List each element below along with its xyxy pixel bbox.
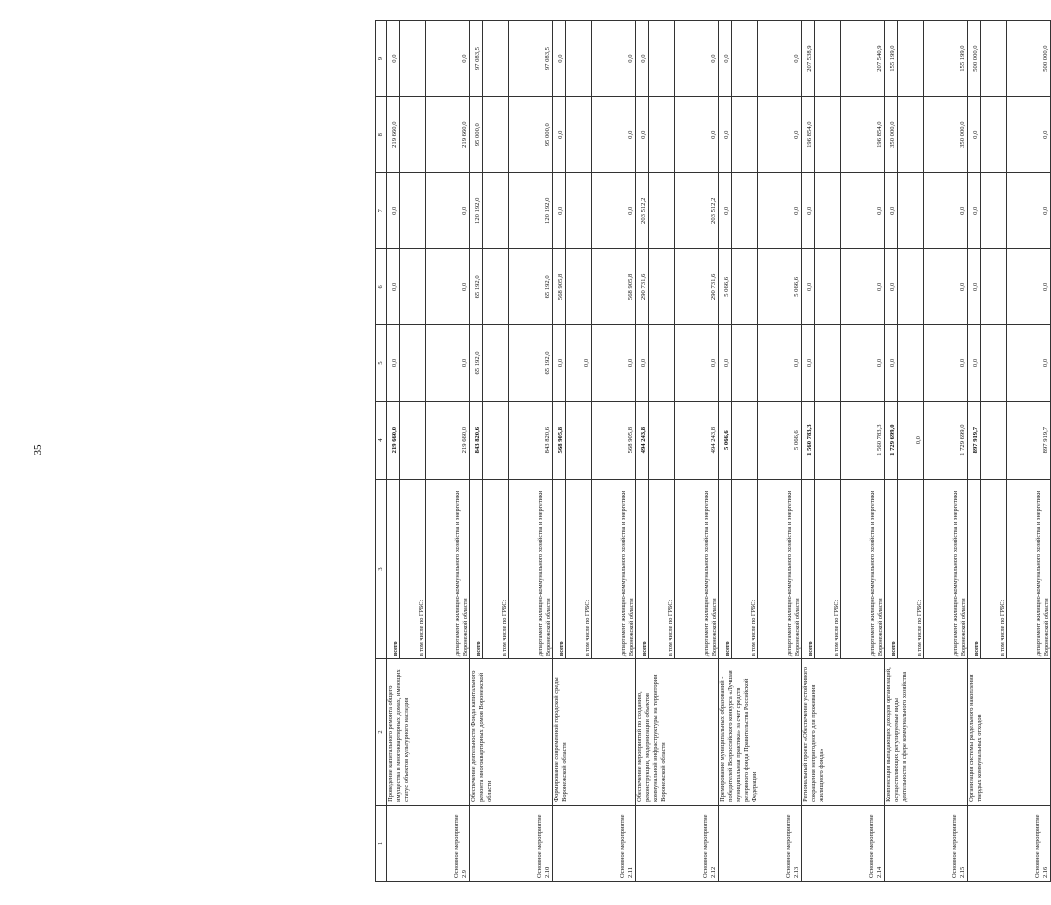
value-cell: 0,0 [592, 325, 636, 401]
funding-source: всего [968, 479, 981, 658]
value-cell: 568 905,8 [592, 401, 636, 479]
table-body [376, 21, 1051, 882]
value-cell: 120 192,0 [470, 173, 483, 249]
funding-source: всего [802, 479, 815, 658]
value-cell: 0,0 [758, 173, 802, 249]
value-cell: 0,0 [553, 325, 566, 401]
funding-source: департамент жилищно-коммунального хозяйства и энергетики Воронежской области [509, 479, 553, 658]
value-cell [649, 325, 675, 401]
value-cell: 65 192,0 [470, 325, 483, 401]
value-cell: 0,0 [1007, 97, 1051, 173]
value-cell: 897 919,7 [968, 401, 981, 479]
table-row [802, 21, 815, 882]
funding-source: всего [719, 479, 732, 658]
value-cell: 0,0 [675, 21, 719, 97]
value-cell [981, 173, 1007, 249]
value-cell: 5 066,6 [758, 249, 802, 325]
value-cell [898, 173, 924, 249]
value-cell: 0,0 [758, 325, 802, 401]
table-row [553, 21, 566, 882]
value-cell [815, 21, 841, 97]
value-cell: 494 243,8 [636, 401, 649, 479]
value-cell [483, 97, 509, 173]
value-cell [732, 249, 758, 325]
value-cell: 0,0 [387, 325, 400, 401]
funding-source: департамент жилищно-коммунального хозяйства и энергетики Воронежской области [924, 479, 968, 658]
measure-name: Организация системы раздельного накопления твердых коммунальных отходов [968, 659, 1051, 806]
value-cell: 0,0 [592, 97, 636, 173]
value-cell: 0,0 [802, 325, 815, 401]
value-cell: 0,0 [719, 97, 732, 173]
value-cell [732, 325, 758, 401]
table-row [885, 21, 898, 882]
value-cell: 568 905,8 [553, 249, 566, 325]
value-cell: 0,0 [675, 325, 719, 401]
value-cell: 0,0 [968, 97, 981, 173]
value-cell [649, 249, 675, 325]
value-cell: 219 660,0 [426, 401, 470, 479]
value-cell: 0,0 [636, 325, 649, 401]
value-cell [483, 173, 509, 249]
value-cell: 897 919,7 [1007, 401, 1051, 479]
value-cell [981, 401, 1007, 479]
value-cell [566, 401, 592, 479]
header-cell: 4 [376, 401, 387, 479]
value-cell: 0,0 [387, 249, 400, 325]
value-cell [981, 97, 1007, 173]
value-cell [649, 173, 675, 249]
value-cell [566, 97, 592, 173]
value-cell: 0,0 [885, 325, 898, 401]
header-cell: 6 [376, 249, 387, 325]
value-cell: 0,0 [924, 249, 968, 325]
value-cell [566, 21, 592, 97]
header-cell: 1 [376, 805, 387, 881]
funding-source: всего [885, 479, 898, 658]
value-cell: 0,0 [898, 401, 924, 479]
value-cell [815, 249, 841, 325]
measure-name: Обеспечение деятельности Фонда капитального ремонта многоквартирных домов Воронежской области [470, 659, 553, 806]
measure-name: Обеспечение мероприятий по созданию, реконструкции, модернизации объектов коммунальной инфраструктуры на территории Воронежской области [636, 659, 719, 806]
measure-type: Основное мероприятие 2.14 [802, 805, 885, 881]
value-cell: 0,0 [968, 325, 981, 401]
value-cell [898, 21, 924, 97]
table-row [719, 21, 732, 882]
value-cell: 5 066,6 [719, 249, 732, 325]
measure-type: Основное мероприятие 2.13 [719, 805, 802, 881]
header-cell: 7 [376, 173, 387, 249]
value-cell: 843 820,6 [470, 401, 483, 479]
value-cell: 219 660,0 [387, 97, 400, 173]
funding-source: в том числе по ГРБС: [898, 479, 924, 658]
funding-source: в том числе по ГРБС: [981, 479, 1007, 658]
value-cell: 0,0 [426, 21, 470, 97]
value-cell: 0,0 [968, 249, 981, 325]
funding-source: департамент жилищно-коммунального хозяйства и энергетики Воронежской области [426, 479, 470, 658]
value-cell [483, 325, 509, 401]
value-cell [732, 401, 758, 479]
value-cell: 1 729 699,0 [924, 401, 968, 479]
value-cell [981, 325, 1007, 401]
value-cell: 0,0 [841, 173, 885, 249]
value-cell [400, 97, 426, 173]
measure-type: Основное мероприятие 2.9 [387, 805, 470, 881]
rotated-table-container [375, 20, 1050, 882]
measure-type: Основное мероприятие 2.15 [885, 805, 968, 881]
value-cell: 0,0 [719, 325, 732, 401]
value-cell: 0,0 [802, 249, 815, 325]
value-cell [898, 97, 924, 173]
value-cell: 0,0 [387, 173, 400, 249]
value-cell: 97 083,5 [509, 21, 553, 97]
value-cell: 207 538,9 [802, 21, 815, 97]
value-cell: 95 000,0 [470, 97, 483, 173]
value-cell: 219 660,0 [387, 401, 400, 479]
value-cell [649, 401, 675, 479]
value-cell [566, 173, 592, 249]
value-cell [400, 21, 426, 97]
funding-source: в том числе по ГРБС: [649, 479, 675, 658]
value-cell: 350 000,0 [924, 97, 968, 173]
header-cell: 5 [376, 325, 387, 401]
value-cell [815, 401, 841, 479]
value-cell [483, 401, 509, 479]
measure-name: Проведение капитального ремонта общего имущества в многоквартирных домах, имеющих статус объектов культурного наследия [387, 659, 470, 806]
funding-source: всего [636, 479, 649, 658]
funding-source: в том числе по ГРБС: [566, 479, 592, 658]
value-cell: 1 560 783,3 [802, 401, 815, 479]
funding-source: всего [553, 479, 566, 658]
funding-source: департамент жилищно-коммунального хозяйства и энергетики Воронежской области [592, 479, 636, 658]
value-cell: 0,0 [924, 325, 968, 401]
value-cell: 0,0 [719, 173, 732, 249]
funding-source: департамент жилищно-коммунального хозяйства и энергетики Воронежской области [758, 479, 802, 658]
value-cell: 568 905,8 [553, 401, 566, 479]
table-row [470, 21, 483, 882]
budget-table [375, 20, 1051, 882]
header-cell: 8 [376, 97, 387, 173]
value-cell: 196 854,0 [841, 97, 885, 173]
value-cell: 0,0 [592, 173, 636, 249]
value-cell: 0,0 [675, 97, 719, 173]
value-cell [815, 97, 841, 173]
value-cell: 65 192,0 [470, 249, 483, 325]
page-number: 35 [32, 444, 44, 456]
value-cell: 120 192,0 [509, 173, 553, 249]
value-cell: 97 083,5 [470, 21, 483, 97]
funding-source: в том числе по ГРБС: [483, 479, 509, 658]
header-cell: 9 [376, 21, 387, 97]
funding-source: всего [387, 479, 400, 658]
value-cell: 0,0 [885, 249, 898, 325]
value-cell: 0,0 [553, 97, 566, 173]
measure-type: Основное мероприятие 2.11 [553, 805, 636, 881]
value-cell: 0,0 [841, 325, 885, 401]
funding-source: всего [470, 479, 483, 658]
value-cell: 0,0 [802, 173, 815, 249]
funding-source: в том числе по ГРБС: [732, 479, 758, 658]
value-cell: 494 243,8 [675, 401, 719, 479]
header-cell: 2 [376, 659, 387, 806]
header-row [376, 21, 387, 882]
value-cell [732, 173, 758, 249]
value-cell [732, 21, 758, 97]
value-cell: 196 854,0 [802, 97, 815, 173]
value-cell: 290 731,6 [636, 249, 649, 325]
value-cell: 350 000,0 [885, 97, 898, 173]
value-cell: 0,0 [885, 173, 898, 249]
value-cell: 0,0 [553, 173, 566, 249]
value-cell: 0,0 [387, 21, 400, 97]
value-cell: 0,0 [1007, 249, 1051, 325]
value-cell [815, 173, 841, 249]
value-cell [483, 21, 509, 97]
measure-name: Региональный проект «Обеспечение устойчивого сокращения непригодного для проживания жилищного фонда» [802, 659, 885, 806]
value-cell: 0,0 [426, 249, 470, 325]
value-cell [483, 249, 509, 325]
value-cell: 155 199,0 [924, 21, 968, 97]
funding-source: в том числе по ГРБС: [815, 479, 841, 658]
value-cell: 65 192,0 [509, 325, 553, 401]
value-cell: 0,0 [636, 21, 649, 97]
value-cell: 1 560 783,3 [841, 401, 885, 479]
value-cell [400, 325, 426, 401]
value-cell: 5 066,6 [758, 401, 802, 479]
value-cell: 0,0 [426, 325, 470, 401]
table-row [636, 21, 649, 882]
value-cell: 207 540,9 [841, 21, 885, 97]
value-cell: 0,0 [553, 21, 566, 97]
value-cell [815, 325, 841, 401]
value-cell [898, 249, 924, 325]
value-cell: 0,0 [758, 21, 802, 97]
measure-type: Основное мероприятие 2.12 [636, 805, 719, 881]
value-cell: 0,0 [924, 173, 968, 249]
value-cell: 203 512,2 [675, 173, 719, 249]
table-row [387, 21, 400, 882]
value-cell: 155 199,0 [885, 21, 898, 97]
value-cell: 0,0 [968, 173, 981, 249]
value-cell: 0,0 [1007, 173, 1051, 249]
value-cell: 843 820,6 [509, 401, 553, 479]
value-cell [732, 97, 758, 173]
value-cell [981, 21, 1007, 97]
value-cell: 0,0 [592, 21, 636, 97]
value-cell [400, 249, 426, 325]
value-cell: 5 066,6 [719, 401, 732, 479]
header-cell: 3 [376, 479, 387, 658]
value-cell: 568 905,8 [592, 249, 636, 325]
value-cell: 0,0 [758, 97, 802, 173]
value-cell [898, 325, 924, 401]
measure-type: Основное мероприятие 2.10 [470, 805, 553, 881]
funding-source: департамент жилищно-коммунального хозяйства и энергетики Воронежской области [1007, 479, 1051, 658]
funding-source: департамент жилищно-коммунального хозяйства и энергетики Воронежской области [841, 479, 885, 658]
funding-source: в том числе по ГРБС: [400, 479, 426, 658]
value-cell [400, 173, 426, 249]
value-cell: 203 512,2 [636, 173, 649, 249]
value-cell: 219 660,0 [426, 97, 470, 173]
funding-source: департамент жилищно-коммунального хозяйства и энергетики Воронежской области [675, 479, 719, 658]
value-cell: 0,0 [1007, 325, 1051, 401]
value-cell: 1 729 699,0 [885, 401, 898, 479]
value-cell: 500 000,0 [1007, 21, 1051, 97]
value-cell: 500 000,0 [968, 21, 981, 97]
measure-name: Компенсация выпадающих доходов организаций, осуществляющих регулируемые виды деятельности в сфере коммунального хозяйства [885, 659, 968, 806]
value-cell [566, 249, 592, 325]
value-cell [649, 97, 675, 173]
table-row [968, 21, 981, 882]
value-cell: 0,0 [636, 97, 649, 173]
measure-name: Формирование современной городской среды Воронежской области [553, 659, 636, 806]
value-cell: 95 000,0 [509, 97, 553, 173]
value-cell: 290 731,6 [675, 249, 719, 325]
value-cell: 65 192,0 [509, 249, 553, 325]
measure-name: Премирование муниципальных образований - победителей Всероссийского конкурса «Лучшая муниципальная практика» за счет средств резервного фонда Правительства Российской Федерации [719, 659, 802, 806]
measure-type: Основное мероприятие 2.16 [968, 805, 1051, 881]
value-cell [649, 21, 675, 97]
value-cell [981, 249, 1007, 325]
value-cell: 0,0 [566, 325, 592, 401]
value-cell [400, 401, 426, 479]
value-cell: 0,0 [841, 249, 885, 325]
value-cell: 0,0 [719, 21, 732, 97]
value-cell: 0,0 [426, 173, 470, 249]
